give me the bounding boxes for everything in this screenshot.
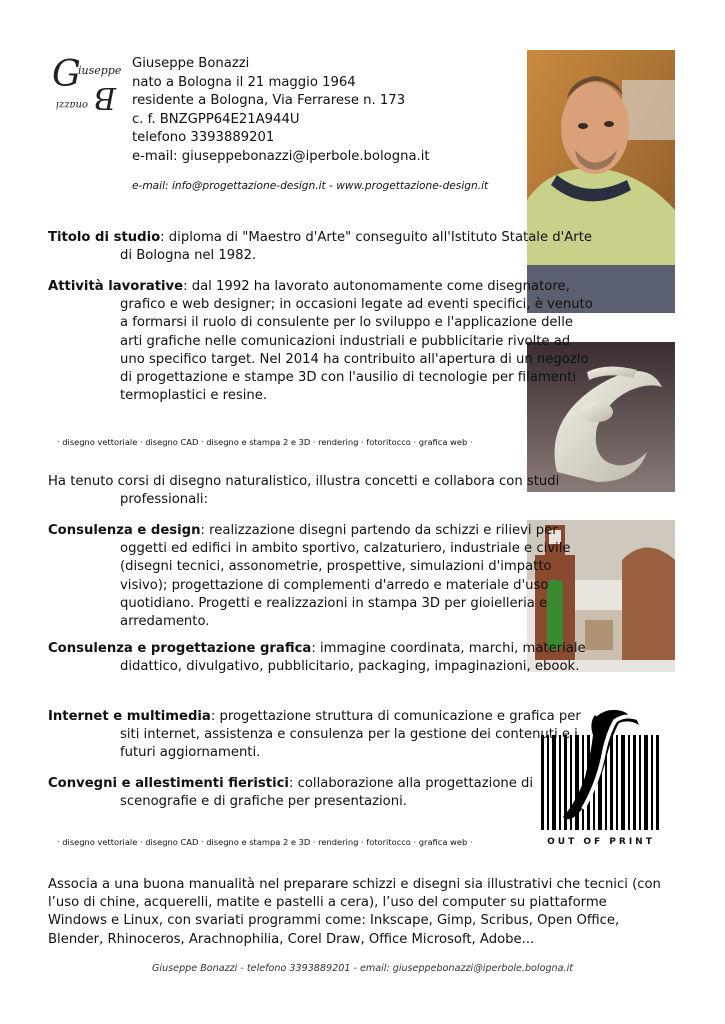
email-address[interactable]: e-mail: giuseppebonazzi@iperbole.bologna.it (132, 148, 430, 164)
skills-line-2: · disegno vettoriale · disegno CAD · disegno e stampa 2 e 3D · rendering · fotoritocco · grafica web · (57, 837, 473, 847)
page-footer: Giuseppe Bonazzi - telefono 3393889201 - email: giuseppebonazzi@iperbole.bologna.it (151, 963, 573, 974)
section-label: Consulenza e progettazione grafica (48, 641, 312, 656)
section-text: : realizzazione disegni partendo da schizzi e rilievi per oggetti ed edifici in ambito sportivo, calzaturiero, industriale e civile (disegni tecnici, assonometrie, prospettive, simulazioni d'impatto visivo); progettazione di complementi d'arredo e materiale d'uso quotidiano. Progetti e realizzazioni in stampa 3D per gioielleria e arredamento. (120, 523, 571, 630)
section-consulenza-design (48, 522, 595, 631)
barcode-caption: OUT OF PRINT (547, 837, 655, 847)
skills-line-1: · disegno vettoriale · disegno CAD · disegno e stampa 2 e 3D · rendering · fotoritocco · grafica web · (57, 437, 473, 447)
section-text: : progettazione struttura di comunicazione e grafica per siti internet, assistenza e consulenza per la gestione dei contenuti e i futuri aggiornamenti. (120, 709, 581, 761)
section-text: : dal 1992 ha lavorato autonomamente come disegnatore, grafico e web designer; in occasioni legate ad eventi specifici, è venuto a formarsi il ruolo di consulente per lo sviluppo e l'applicazione delle arti grafiche nelle comunicazioni industriali e pubblicitarie rivolte ad uno specifico target. Nel 2014 ha contribuito all'apertura di un negozio di progettazione e stampe 3D con l'ausilio di tecnologie per filamenti termoplastici e resine. (120, 279, 593, 404)
monogram-logo (48, 52, 124, 120)
section-attivita-lavorative (48, 278, 595, 405)
residence-info: residente a Bologna, Via Ferrarese n. 173 (132, 93, 406, 108)
section-text: : collaborazione alla progettazione di scenografie e di grafiche per presentazioni. (120, 776, 534, 810)
section-label: Consulenza e design (48, 523, 201, 538)
section-label: Attività lavorative (48, 279, 184, 294)
web-contact[interactable]: e-mail: info@progettazione-design.it - www.progettazione-design.it (132, 180, 489, 192)
section-text: : immagine coordinata, marchi, materiale didattico, divulgativo, pubblicitario, packaging, impaginazioni, ebook. (120, 641, 586, 675)
section-text: Ha tenuto corsi di disegno naturalistico, illustra concetti e collabora con studi professionali: (48, 474, 560, 508)
logo-text-bottom: onazzi (55, 99, 88, 110)
section-progettazione-grafica (48, 640, 595, 676)
logo-initial-b: B (93, 80, 116, 115)
birth-info: nato a Bologna il 21 maggio 1964 (132, 74, 356, 90)
person-name: Giuseppe Bonazzi (132, 56, 250, 71)
portrait-photo (527, 50, 675, 313)
section-convegni (48, 775, 595, 811)
section-label: Titolo di studio (48, 230, 161, 245)
fiscal-code: c. f. BNZGPP64E21A944U (132, 111, 300, 127)
section-associa: Associa a una buona manualità nel preparare schizzi e disegni sia illustrativi che tecnici (con l’uso di chine, acquerelli, matite e pastelli a cera), l’uso del computer su piattaforme Windows e Linux, con svariati programmi come: Inkscape, Gimp, Scribus, Open Office, Blender, Rhinoceros, Arachnophilia, Corel Draw, Office Microsoft, Adobe... (48, 877, 661, 947)
section-text: : diploma di "Maestro d'Arte" conseguito all'Istituto Statale d'Arte di Bologna nel 1982. (120, 230, 592, 264)
phone-number: telefono 3393889201 (132, 130, 275, 145)
logo-text-top: iuseppe (78, 64, 122, 77)
section-internet-multimedia (48, 708, 595, 763)
header-contact (132, 55, 430, 166)
section-corsi (48, 473, 588, 509)
section-label: Internet e multimedia (48, 709, 211, 724)
section-titolo-di-studio (48, 229, 595, 265)
logo-initial-g: G (52, 54, 81, 95)
section-label: Convegni e allestimenti fieristici (48, 776, 289, 791)
